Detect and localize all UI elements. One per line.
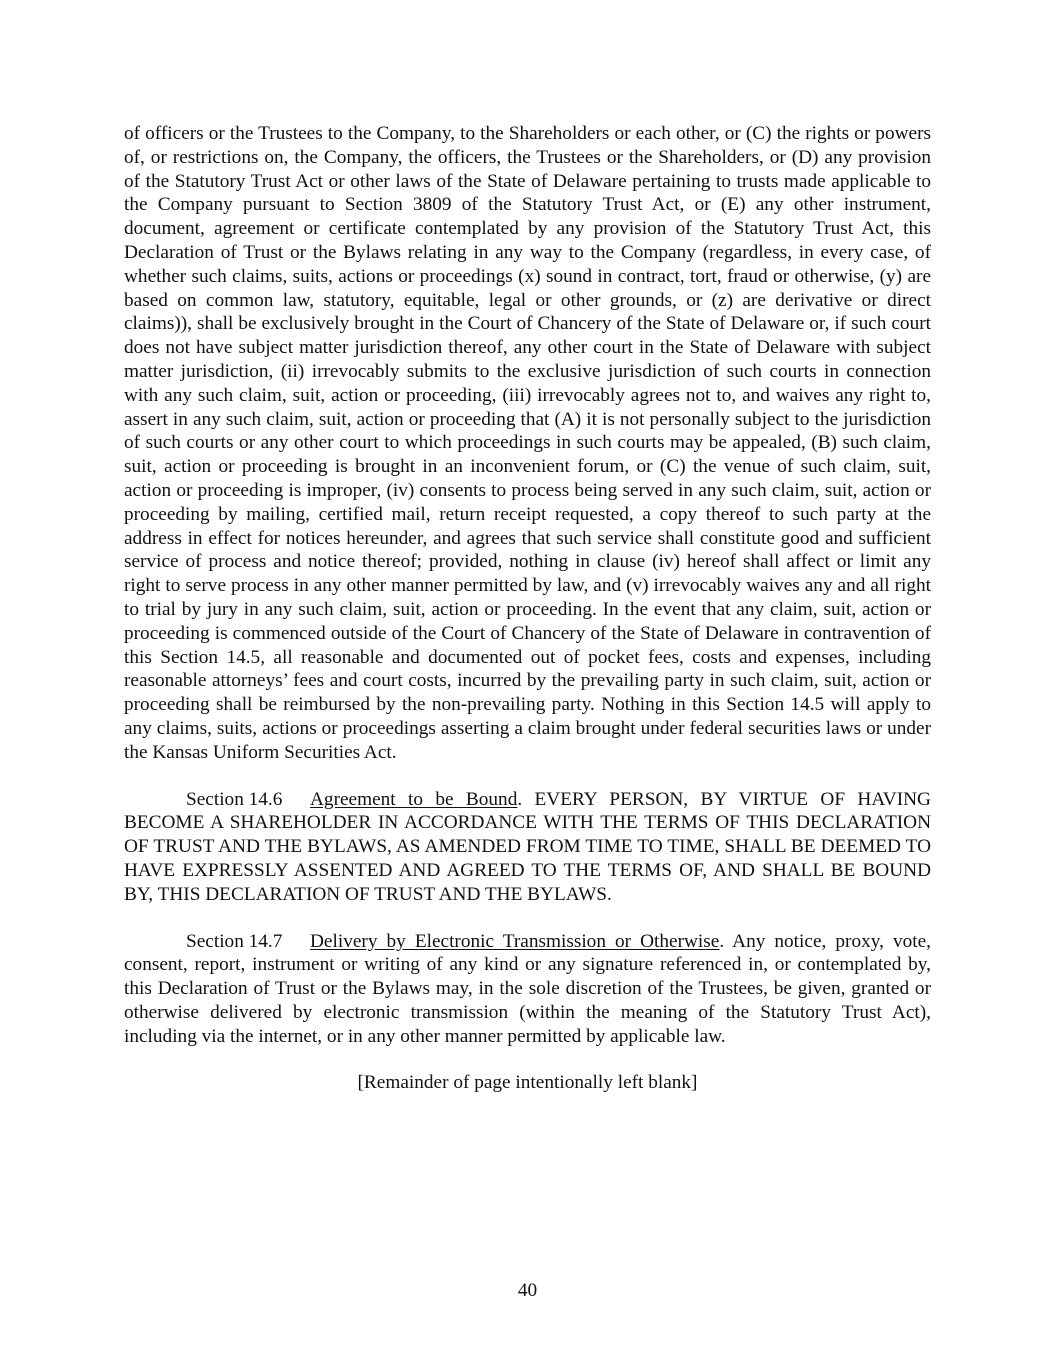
section-14-7 <box>124 930 931 1049</box>
page-number: 40 <box>517 1280 538 1301</box>
remainder-note: [Remainder of page intentionally left blank] <box>357 1072 698 1094</box>
continuation-paragraph: of officers or the Trustees to the Company, to the Shareholders or each other, or (C) the rights or powers of, or restrictions on, the Company, the officers, the Trustees or the Shareholders, or (D) any provision of the Statutory Trust Act or other laws of the State of Delaware pertaining to trusts made applicable to the Company pursuant to Section 3809 of the Statutory Trust Act, or (E) any other instrument, document, agreement or certificate contemplated by any provision of the Statutory Trust Act, this Declaration of Trust or the Bylaws relating in any way to the Company (regardless, in every case, of whether such claims, suits, actions or proceedings (x) sound in contract, tort, fraud or otherwise, (y) are based on common law, statutory, equitable, legal or other grounds, or (z) are derivative or direct claims)), shall be exclusively brought in the Court of Chancery of the State of Delaware or, if such court does not have subject matter jurisdiction thereof, any other court in the State of Delaware with subject matter jurisdiction, (ii) irrevocably submits to the exclusive jurisdiction of such courts in connection with any such claim, suit, action or proceeding, (iii) irrevocably agrees not to, and waives any right to, assert in any such claim, suit, action or proceeding that (A) it is not personally subject to the jurisdiction of such courts or any other court to which proceedings in such courts may be appealed, (B) such claim, suit, action or proceeding is brought in an inconvenient forum, or (C) the venue of such claim, suit, action or proceeding is improper, (iv) consents to process being served in any such claim, suit, action or proceeding by mailing, certified mail, return receipt requested, a copy thereof to such party at the address in effect for notices hereunder, and agrees that such service shall constitute good and sufficient service of process and notice thereof; provided, nothing in clause (iv) hereof shall affect or limit any right to serve process in any other manner permitted by law, and (v) irrevocably waives any and all right to trial by jury in any such claim, suit, action or proceeding. In the event that any claim, suit, action or proceeding is commenced outside of the Court of Chancery of the State of Delaware in contravention of this Section 14.5, all reasonable and documented out of pocket fees, costs and expenses, including reasonable attorneys’ fees and court costs, incurred by the prevailing party in such claim, suit, action or proceeding shall be reimbursed by the non-prevailing party. Nothing in this Section 14.5 will apply to any claims, suits, actions or proceedings asserting a claim brought under federal securities laws or under the Kansas Uniform Securities Act. <box>124 123 931 763</box>
section-body: . Any notice, proxy, vote, consent, report, instrument or writing of any kind or any signature referenced in, or contemplated by, this Declaration of Trust or the Bylaws may, in the sole discretion of the Trustees, be given, granted or otherwise delivered by electronic transmission (within the meaning of the Statutory Trust Act), including via the internet, or in any other manner permitted by applicable law. <box>124 930 931 1047</box>
section-number: Section 14.6 <box>186 788 283 810</box>
section-heading: Agreement to be Bound <box>310 788 518 810</box>
section-14-6 <box>124 788 931 907</box>
section-body: . EVERY PERSON, BY VIRTUE OF HAVING BECOME A SHAREHOLDER IN ACCORDANCE WITH THE TERMS OF THIS DECLARATION OF TRUST AND THE BYLAWS, AS AMENDED FROM TIME TO TIME, SHALL BE DEEMED TO HAVE EXPRESSLY ASSENTED AND AGREED TO THE TERMS OF, AND SHALL BE BOUND BY, THIS DECLARATION OF TRUST AND THE BYLAWS. <box>124 788 931 905</box>
section-number: Section 14.7 <box>186 930 283 952</box>
document-page <box>124 122 931 1095</box>
section-heading: Delivery by Electronic Transmission or Otherwise <box>310 930 720 952</box>
